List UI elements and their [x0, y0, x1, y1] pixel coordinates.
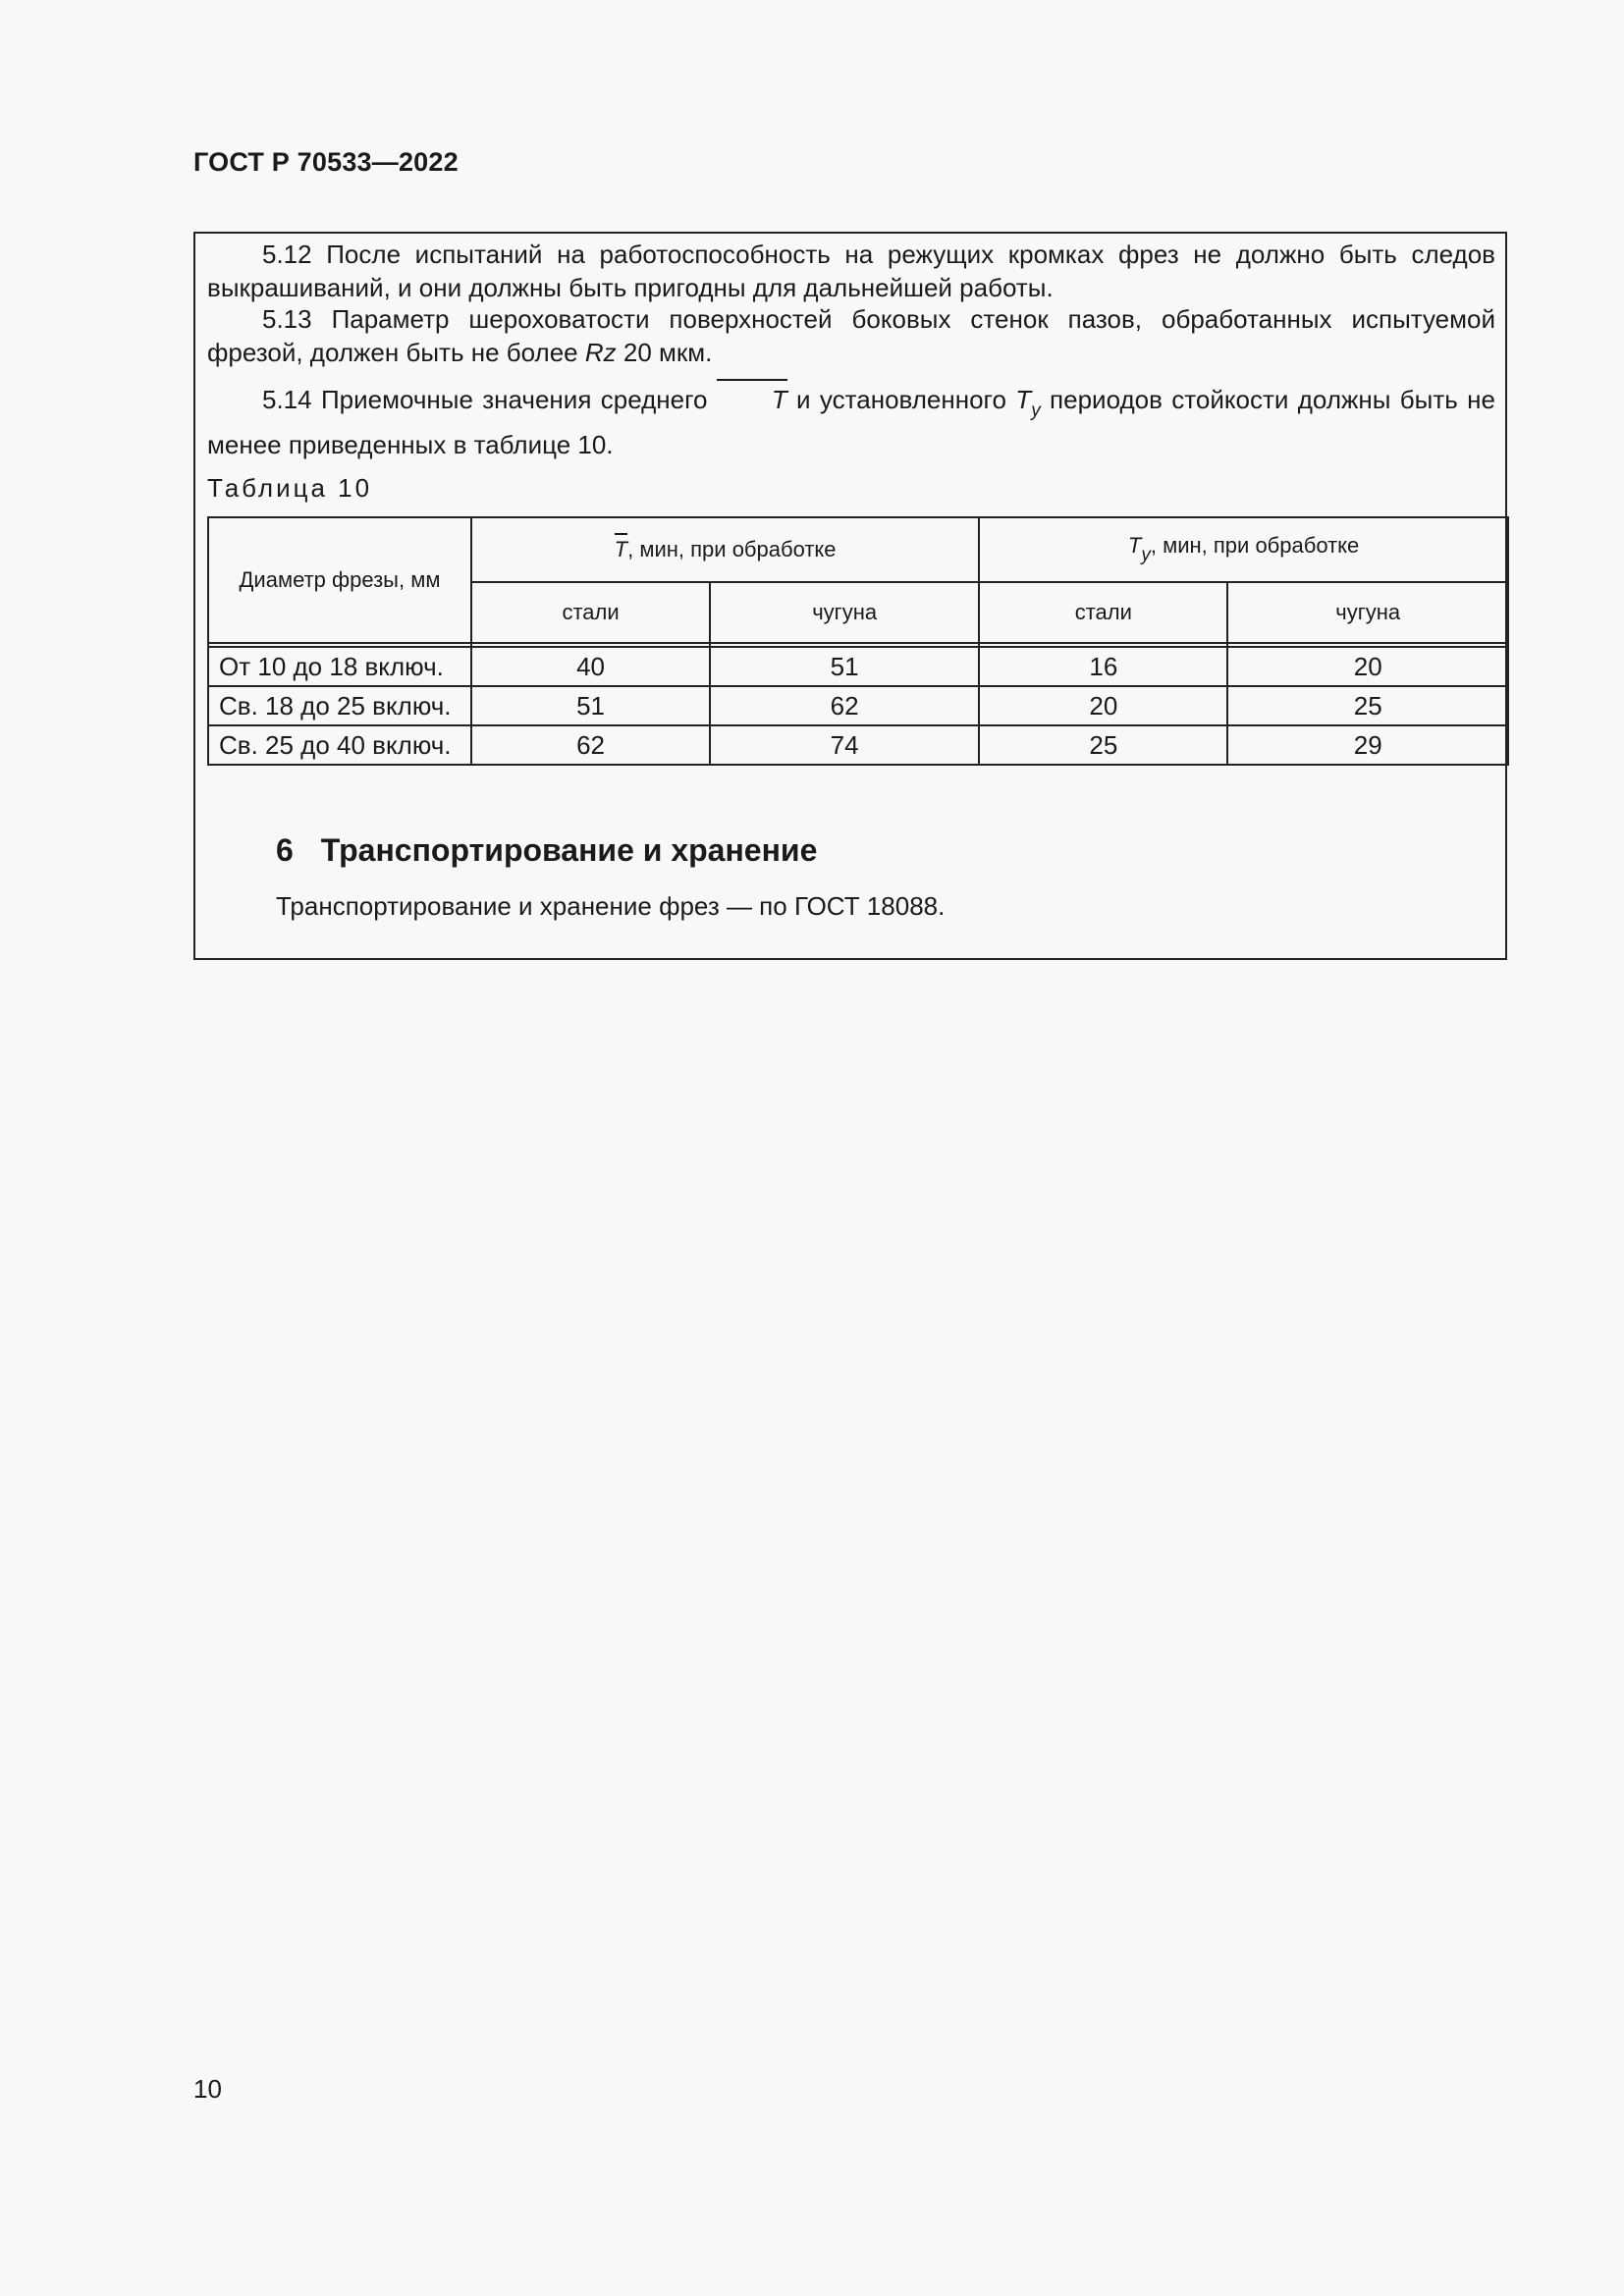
t-set-header-subscript: y	[1141, 545, 1151, 565]
clause-5-14-part-a: 5.14 Приемочные значения среднего	[262, 385, 717, 414]
clause-5-13-text	[207, 302, 1495, 369]
diameter-cell: От 10 до 18 включ.	[208, 647, 471, 686]
t-set-header-symbol: T	[1127, 533, 1142, 558]
value-cell: 16	[979, 647, 1227, 686]
value-cell: 25	[1227, 686, 1508, 725]
table-row	[208, 647, 1508, 686]
section-title: Транспортирование и хранение	[320, 832, 818, 868]
table-10	[207, 516, 1509, 766]
content-frame	[193, 232, 1507, 960]
clause-5-14-part-c: периодов стойкости должны быть не менее приведенных в таблице 10.	[207, 385, 1495, 459]
page-number: 10	[193, 2074, 222, 2104]
column-group-t-set	[979, 517, 1508, 582]
value-cell: 51	[471, 686, 710, 725]
t-mean-symbol: T	[717, 383, 787, 416]
subheader-steel-mean: стали	[471, 582, 710, 643]
section-6-heading	[276, 832, 817, 869]
t-set-symbol: T	[1015, 385, 1032, 414]
clause-5-14-text	[207, 383, 1495, 461]
clause-5-12-text: 5.12 После испытаний на работоспособность на режущих кромках фрез не должно быть следов выкрашиваний, и они должны быть пригодны для дальнейшей работы.	[207, 240, 1495, 302]
table-caption: Таблица 10	[207, 473, 373, 503]
value-cell: 20	[1227, 647, 1508, 686]
clause-5-13	[207, 302, 1495, 369]
subheader-iron-mean: чугуна	[710, 582, 979, 643]
clause-5-13-part-a: 5.13 Параметр шероховатости поверхностей боковых стенок пазов, обработанных испытуемой фрезой, должен быть не более	[207, 304, 1495, 367]
clause-5-14-part-b: и установленного	[786, 385, 1016, 414]
rz-symbol: Rz	[584, 338, 617, 367]
value-cell: 40	[471, 647, 710, 686]
column-group-t-mean	[471, 517, 979, 582]
t-set-subscript: y	[1031, 400, 1041, 421]
table-row	[208, 686, 1508, 725]
subheader-iron-set: чугуна	[1227, 582, 1508, 643]
value-cell: 74	[710, 725, 979, 765]
diameter-cell: Св. 25 до 40 включ.	[208, 725, 471, 765]
clause-5-13-part-b: 20 мкм.	[616, 338, 713, 367]
document-header: ГОСТ Р 70533—2022	[193, 147, 459, 177]
column-header-diameter: Диаметр фрезы, мм	[208, 517, 471, 643]
diameter-cell: Св. 18 до 25 включ.	[208, 686, 471, 725]
clause-5-12	[207, 238, 1495, 304]
value-cell: 62	[471, 725, 710, 765]
table-row	[208, 725, 1508, 765]
value-cell: 62	[710, 686, 979, 725]
value-cell: 51	[710, 647, 979, 686]
value-cell: 29	[1227, 725, 1508, 765]
section-6-text: Транспортирование и хранение фрез — по ГОСТ 18088.	[276, 891, 946, 921]
value-cell: 25	[979, 725, 1227, 765]
t-set-header-label: , мин, при обработке	[1150, 533, 1360, 558]
t-mean-header-symbol: T	[614, 537, 628, 561]
section-number: 6	[276, 832, 294, 868]
t-mean-header-label: , мин, при обработке	[627, 537, 837, 561]
subheader-steel-set: стали	[979, 582, 1227, 643]
value-cell: 20	[979, 686, 1227, 725]
clause-5-14	[207, 383, 1495, 461]
